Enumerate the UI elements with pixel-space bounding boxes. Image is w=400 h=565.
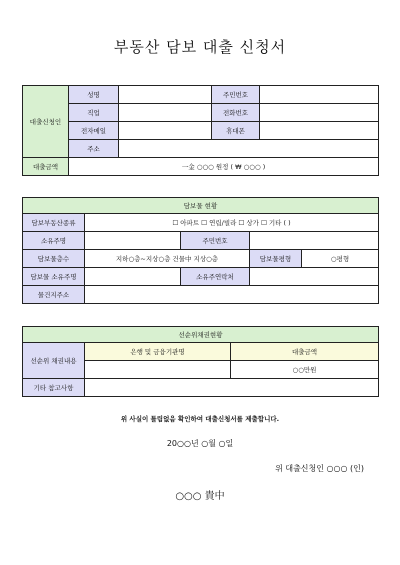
loan-amount-value[interactable]: 一金 ○○○ 원정 ( ₩ ○○○ ) (69, 158, 379, 176)
certification-text: 위 사실이 틀림없음 확인하여 대출신청서를 제출합니다. (120, 415, 280, 423)
owner-name-field[interactable] (85, 232, 181, 250)
mobile-field[interactable] (260, 122, 379, 140)
collateral-type-options[interactable]: ☐ 아파트 ☐ 연립/빌라 ☐ 상가 ☐ 기타 ( ) (85, 214, 379, 232)
name-field[interactable] (119, 86, 212, 104)
resident-no-label: 주민번호 (212, 86, 260, 104)
applicant-table (22, 85, 379, 176)
job-label: 직업 (69, 104, 119, 122)
owner-phone-label: 소유주연락처 (181, 268, 250, 286)
phone-label: 전화번호 (212, 104, 260, 122)
floors-label: 담보물층수 (23, 250, 85, 268)
email-label: 전자메일 (69, 122, 119, 140)
job-field[interactable] (119, 104, 212, 122)
amount-column-header: 대출금액 (231, 343, 379, 361)
email-field[interactable] (119, 122, 212, 140)
amount-field[interactable]: ○○만원 (231, 361, 379, 379)
collateral-type-label: 담보부동산종류 (23, 214, 85, 232)
prior-mortgage-table (22, 326, 379, 397)
prior-mortgage-section-label: 선순위 채권내용 (23, 343, 85, 379)
owner-resident-no-field[interactable] (250, 232, 379, 250)
location-field[interactable] (85, 286, 379, 304)
relation-label: 담보물 소유주명 (23, 268, 85, 286)
page-title: 부동산 담보 대출 신청서 (113, 38, 287, 56)
signature-line: 위 대출신청인 ○○○ (인) (275, 464, 364, 473)
other-notes-field[interactable] (85, 379, 379, 397)
phone-field[interactable] (260, 104, 379, 122)
relation-field[interactable] (85, 268, 181, 286)
owner-resident-no-label: 주민번호 (181, 232, 250, 250)
mobile-label: 휴대폰 (212, 122, 260, 140)
bank-field[interactable] (85, 361, 231, 379)
address-label: 주소 (69, 140, 119, 158)
area-label: 담보물평형 (250, 250, 302, 268)
location-label: 물건지주소 (23, 286, 85, 304)
collateral-table (22, 197, 379, 304)
date-line: 20○○년 ○월 ○일 (166, 439, 234, 448)
area-value[interactable]: ○평형 (302, 250, 379, 268)
owner-name-label: 소유주명 (23, 232, 85, 250)
owner-phone-field[interactable] (250, 268, 379, 286)
floors-value[interactable]: 지하○층~지상○층 건물中 지상○층 (85, 250, 250, 268)
prior-mortgage-header: 선순위채권현황 (23, 327, 379, 343)
name-label: 성명 (69, 86, 119, 104)
address-field[interactable] (119, 140, 379, 158)
resident-no-field[interactable] (260, 86, 379, 104)
collateral-header: 담보물 현황 (23, 198, 379, 214)
bank-column-header: 은행 및 금융기관명 (85, 343, 231, 361)
loan-amount-label: 대출금액 (23, 158, 69, 176)
applicant-section-label: 대출신청인 (23, 86, 69, 158)
recipient-line: ○○○ 貴中 (175, 491, 225, 502)
other-notes-label: 기타 참고사항 (23, 379, 85, 397)
